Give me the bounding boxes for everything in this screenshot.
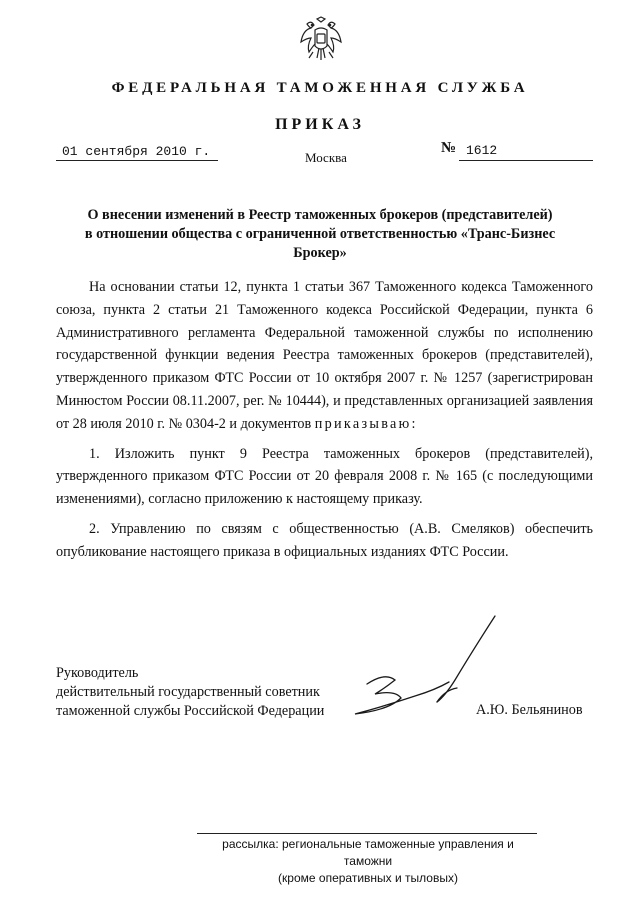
signer-title: [56, 664, 324, 721]
basis-text: На основании статьи 12, пункта 1 статьи 367 Таможенного кодекса Таможенного союза, пункта 2 статьи 21 Таможенного кодекса Российской Федерации, пункта 6 Административного регламента Федеральной таможенной службы по исполнению государственной функции ведения Реестра таможенных брокеров (представителей), утвержденного приказом ФТС России от 10 октября 2007 г. № 1257 (зарегистрирован Минюстом России 08.11.2007, рег. № 10444), и представленных организацией заявления от 28 июля 2010 г. № 0304-2 и документов: [56, 279, 593, 432]
agency-name: ФЕДЕРАЛЬНАЯ ТАМОЖЕННАЯ СЛУЖБА: [111, 80, 529, 96]
paragraph-item-1: 1. Изложить пункт 9 Реестра таможенных брокеров (представителей), утвержденного приказом ФТС России от 20 февраля 2008 г. № 165 (с последующими изменениями), согласно приложению к настоящему приказу.: [56, 445, 593, 508]
document-type: ПРИКАЗ: [275, 116, 365, 133]
distribution-divider: [197, 833, 537, 834]
signer-title-line-2: действительный государственный советник: [56, 684, 320, 700]
distribution-line-2: (кроме оперативных и тыловых): [278, 871, 458, 885]
paragraph-item-2: 2. Управлению по связям с общественностью (А.В. Смеляков) обеспечить опубликование настоящего приказа в официальных изданиях ФТС России.: [56, 520, 593, 560]
distribution-line-1: рассылка: региональные таможенные управления и таможни: [222, 837, 514, 868]
signer-name: А.Ю. Бельянинов: [476, 702, 583, 718]
order-number: 1612: [466, 143, 498, 158]
subject-line-1: О внесении изменений в Реестр таможенных брокеров (представителей): [87, 207, 553, 223]
order-city: Москва: [305, 150, 347, 165]
signer-title-line-3: таможенной службы Российской Федерации: [56, 703, 325, 719]
order-subject: [70, 206, 570, 263]
subject-line-3: Брокер»: [293, 245, 347, 261]
order-body: [56, 276, 593, 564]
number-underline: [459, 160, 593, 161]
signer-title-line-1: Руководитель: [56, 665, 139, 681]
date-underline: [56, 160, 218, 161]
subject-line-2: в отношении общества с ограниченной ответственностью «Транс-Бизнес: [84, 226, 556, 242]
order-date: 01 сентября 2010 г.: [62, 144, 211, 159]
order-word: приказываю:: [314, 415, 418, 432]
coat-of-arms-emblem: [297, 16, 345, 64]
distribution-list: [198, 836, 538, 887]
paragraph-basis: [56, 276, 593, 436]
order-number-label: №: [441, 140, 457, 156]
